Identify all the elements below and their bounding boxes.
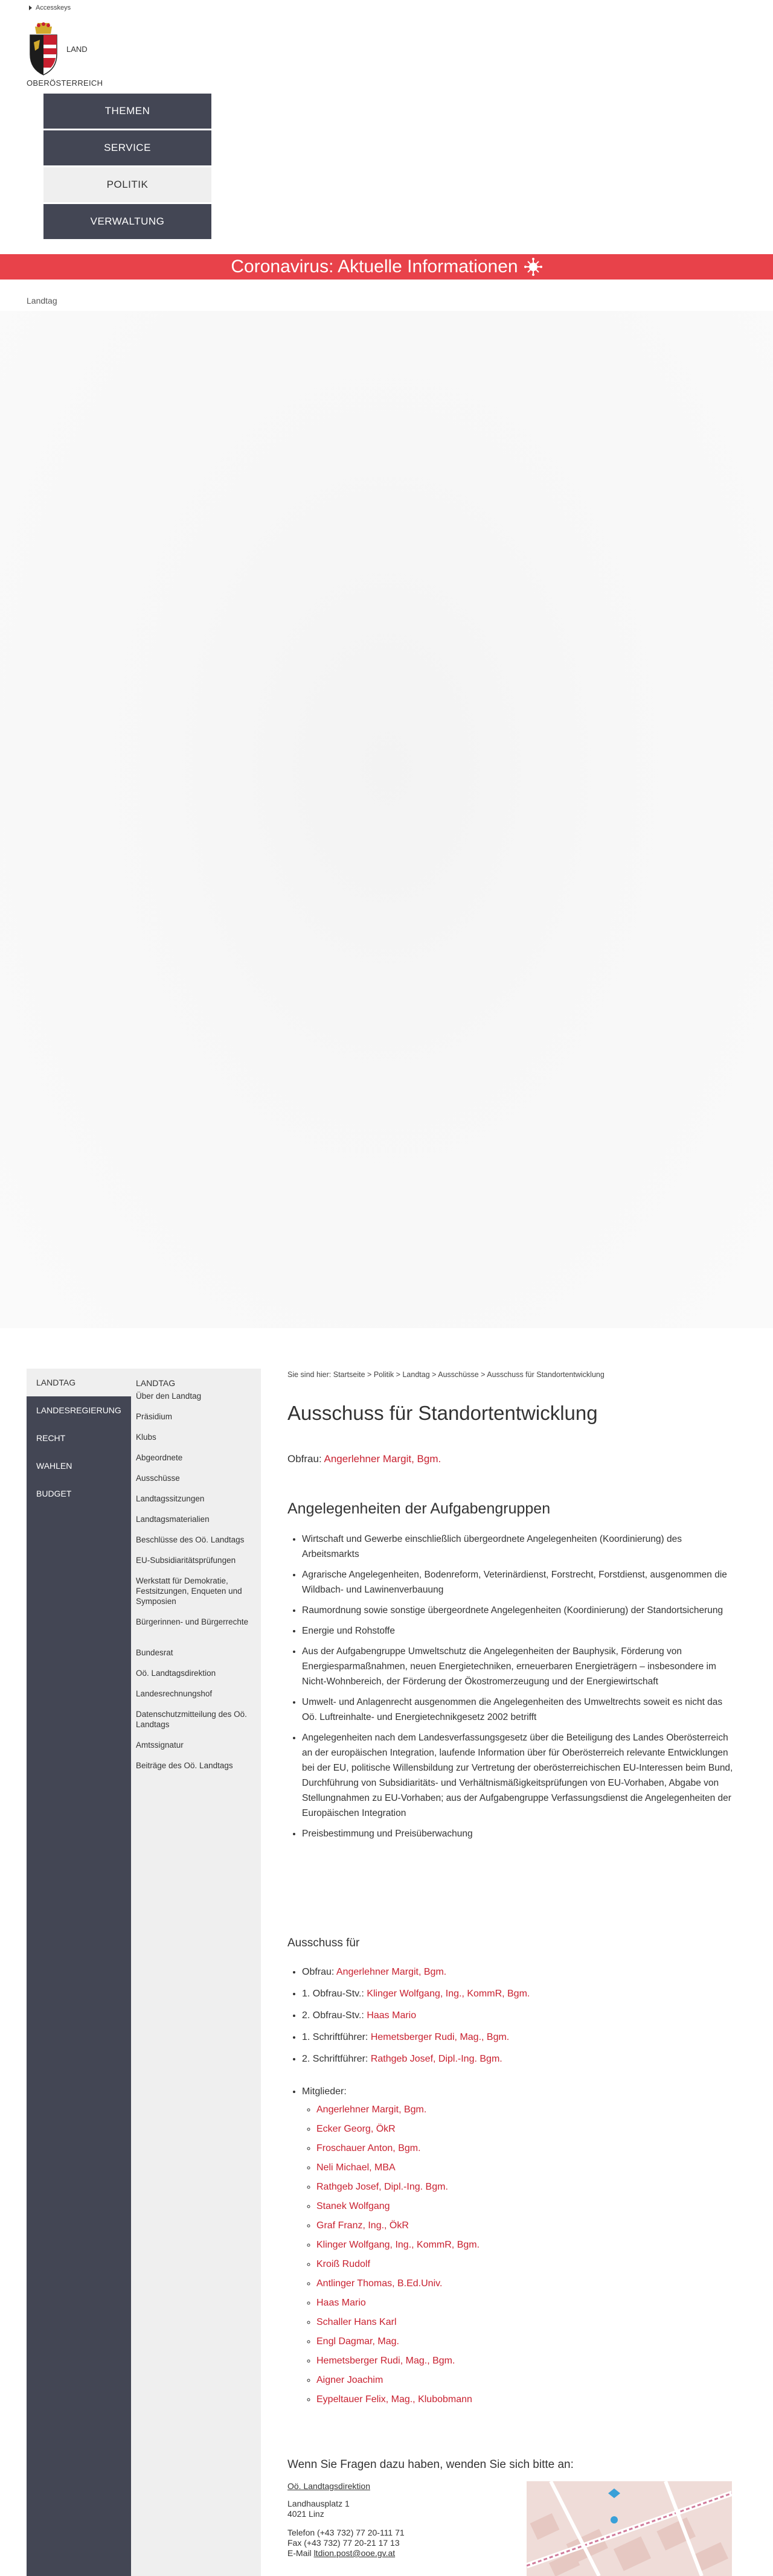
list-item: • Angelegenheiten nach dem Landesverfassungsgesetz über die Beteiligung des Landes Oberösterreich an der europäischen Integration, laufende Information über für Oberösterreich relevante Entwicklungen bei der EU, politische Willensbildung zur Vertretung der oberösterreichischen EU-Interessen beim Bund, Durchführung von Subsidiaritäts- und Verhältnismäßigkeitsprüfungen von EU-Vorhaben, Abgabe von Stellungnahmen zu EU-Vorhaben; aus der Aufgabengruppe Verfassungsdienst die Angelegenheiten der Europäischen Integration	[302, 1730, 734, 1821]
contact-city: 4021 Linz	[287, 2509, 324, 2519]
contact-email-label: E-Mail	[287, 2548, 312, 2558]
location-map[interactable]	[527, 2481, 732, 2576]
list-item	[316, 2374, 480, 2387]
member-link[interactable]: Eypeltauer Felix, Mag., Klubobmann	[316, 2394, 472, 2405]
sidebar-sub-item[interactable]: Bürgerinnen- und Bürgerrechte	[136, 1617, 249, 1626]
list-item	[316, 2181, 480, 2194]
nav-verwaltung[interactable]	[43, 204, 211, 239]
tasks-list	[287, 1532, 734, 1847]
member-link[interactable]: Haas Mario	[367, 2010, 417, 2021]
member-link[interactable]: Haas Mario	[316, 2298, 366, 2308]
sidebar-sub-item[interactable]: Über den Landtag	[136, 1392, 202, 1401]
breadcrumb	[287, 1370, 605, 1379]
member-link[interactable]: Engl Dagmar, Mag.	[316, 2336, 399, 2347]
sidebar-sub	[131, 1369, 261, 2576]
list-item	[316, 2219, 480, 2232]
hero-image	[0, 311, 773, 1328]
member-link[interactable]: Hemetsberger Rudi, Mag., Bgm.	[316, 2356, 455, 2366]
member-link[interactable]: Aigner Joachim	[316, 2375, 383, 2385]
nav-verwaltung-label: VERWALTUNG	[90, 216, 165, 227]
accesskeys-link[interactable]	[29, 4, 71, 11]
list-item: • Aus der Aufgabengruppe Umweltschutz die Angelegenheiten der Bauphysik, Förderung von Energiesparmaßnahmen, neuen Energietechniken, erneuerbaren Energieträgern – insbesondere im Nicht-Wohnbereich, der Förderung der Ökostromerzeugung und der Energiewirtschaft	[302, 1644, 734, 1689]
member-link[interactable]: Froschauer Anton, Bgm.	[316, 2143, 421, 2153]
nav-politik[interactable]	[43, 167, 211, 202]
sidebar-sub-item[interactable]: Werkstatt für Demokratie, Festsitzungen, Enqueten und Symposien	[136, 1576, 242, 1606]
breadcrumb-prefix: Sie sind hier:	[287, 1370, 332, 1379]
sidebar-sub-item[interactable]: Datenschutzmitteilung des Oö. Landtags	[136, 1710, 247, 1729]
list-item	[316, 2161, 480, 2175]
contact-heading: Wenn Sie Fragen dazu haben, wenden Sie sich bitte an:	[287, 2458, 574, 2471]
committee-heading: Ausschuss für	[287, 1937, 360, 1949]
member-link[interactable]: Kroiß Rudolf	[316, 2259, 370, 2269]
contact-block	[287, 2481, 505, 2558]
role-label: 2. Obfrau-Stv.:	[302, 2010, 364, 2021]
list-item	[316, 2316, 480, 2329]
list-item	[316, 2277, 480, 2290]
sidebar-item-label: LANDESREGIERUNG	[36, 1405, 121, 1415]
list-item	[302, 1987, 530, 2001]
breadcrumb-link[interactable]: Startseite	[333, 1370, 365, 1379]
breadcrumb-current: Ausschuss für Standortentwicklung	[487, 1370, 605, 1379]
page-title: Ausschuss für Standortentwicklung	[287, 1402, 598, 1424]
sidebar-item-label: RECHT	[36, 1433, 66, 1443]
sidebar-sub-item[interactable]: Landesrechnungshof	[136, 1689, 213, 1698]
member-link[interactable]: Angerlehner Margit, Bgm.	[336, 1967, 447, 1977]
member-link[interactable]: Hemetsberger Rudi, Mag., Bgm.	[370, 2032, 510, 2042]
sidebar-sub-item[interactable]: Oö. Landtagsdirektion	[136, 1669, 216, 1678]
member-link[interactable]: Rathgeb Josef, Dipl.-Ing. Bgm.	[316, 2182, 448, 2192]
nav-themen-label: THEMEN	[104, 105, 150, 117]
list-item	[316, 2258, 480, 2271]
breadcrumb-link[interactable]: Landtag	[402, 1370, 430, 1379]
list-item	[302, 2085, 480, 2406]
list-item: • Agrarische Angelegenheiten, Bodenreform, Veterinärdienst, Forstrecht, Forstdienst, ausgenommen die Wildbach- und Lawinenverbauung	[302, 1567, 734, 1597]
breadcrumb-separator: >	[367, 1370, 372, 1379]
contact-org-link[interactable]: Oö. Landtagsdirektion	[287, 2481, 370, 2491]
nav-service-label: SERVICE	[104, 142, 151, 153]
nav-service[interactable]	[43, 130, 211, 165]
member-link[interactable]: Klinger Wolfgang, Ing., KommR, Bgm.	[316, 2240, 480, 2250]
sidebar-item-recht[interactable]	[27, 1424, 131, 1452]
members-sublist	[302, 2103, 480, 2406]
chair-label: Obfrau:	[287, 1453, 322, 1465]
member-link[interactable]: Stanek Wolfgang	[316, 2201, 390, 2211]
members-list	[287, 2085, 480, 2412]
list-item	[316, 2200, 480, 2213]
coat-of-arms-icon	[27, 22, 60, 76]
list-item	[316, 2335, 480, 2348]
contact-email-link[interactable]: ltdion.post@ooe.gv.at	[313, 2548, 396, 2558]
sidebar-item-label: WAHLEN	[36, 1461, 72, 1471]
list-item	[316, 2142, 480, 2155]
sidebar-sub-item[interactable]: Ausschüsse	[136, 1474, 180, 1483]
accesskeys-label: Accesskeys	[36, 4, 71, 11]
list-item: • Raumordnung sowie sonstige übergeordnete Angelegenheiten (Koordinierung) der Standortsicherung	[302, 1603, 734, 1618]
member-link[interactable]: Schaller Hans Karl	[316, 2317, 397, 2327]
sidebar-item-budget[interactable]	[27, 1480, 131, 1507]
sidebar-sub-item[interactable]: Landtagssitzungen	[136, 1494, 205, 1503]
sidebar-item-label: BUDGET	[36, 1489, 72, 1498]
chair-line	[287, 1453, 441, 1465]
sidebar-item-wahlen[interactable]	[27, 1452, 131, 1480]
list-item	[302, 2031, 530, 2044]
tasks-heading: Angelegenheiten der Aufgabengruppen	[287, 1500, 551, 1517]
member-link[interactable]: Klinger Wolfgang, Ing., KommR, Bgm.	[367, 1989, 530, 1999]
breadcrumb-link[interactable]: Ausschüsse	[438, 1370, 479, 1379]
contact-fax: Fax (+43 732) 77 20-21 17 13	[287, 2538, 400, 2548]
corona-banner-text: Coronavirus: Aktuelle Informationen	[231, 257, 518, 276]
logo-name-text: OBERÖSTERREICH	[27, 78, 103, 88]
member-link[interactable]: Rathgeb Josef, Dipl.-Ing. Bgm.	[370, 2054, 502, 2064]
list-item	[316, 2354, 480, 2368]
section-label: Landtag	[27, 296, 57, 305]
list-item	[316, 2393, 480, 2406]
member-link[interactable]: Antlinger Thomas, B.Ed.Univ.	[316, 2278, 443, 2289]
list-item	[316, 2296, 480, 2310]
nav-themen[interactable]	[43, 94, 211, 129]
sidebar-item-label: LANDTAG	[36, 1378, 76, 1387]
breadcrumb-separator: >	[396, 1370, 400, 1379]
members-label: Mitglieder:	[302, 2086, 347, 2097]
sidebar-sub-heading: LANDTAG	[136, 1378, 176, 1388]
role-label: 2. Schriftführer:	[302, 2054, 368, 2064]
sidebar-main	[27, 1369, 131, 2576]
contact-street: Landhausplatz 1	[287, 2499, 350, 2508]
list-item	[302, 1966, 530, 1979]
sidebar-sub-item[interactable]: Landtagsmaterialien	[136, 1515, 210, 1524]
logo-land-text: LAND	[66, 45, 88, 54]
list-item: • Umwelt- und Anlagenrecht ausgenommen die Angelegenheiten des Umweltrechts soweit es nicht das Oö. Luftreinhalte- und Energietechnikgesetz 2002 betrifft	[302, 1695, 734, 1725]
member-link[interactable]: Angerlehner Margit, Bgm.	[316, 2105, 427, 2115]
member-link[interactable]: Graf Franz, Ing., ÖkR	[316, 2220, 409, 2231]
role-label: 1. Schriftführer:	[302, 2032, 368, 2042]
sidebar-sub-item[interactable]: Präsidium	[136, 1412, 173, 1421]
role-label: 1. Obfrau-Stv.:	[302, 1989, 364, 1999]
breadcrumb-separator: >	[481, 1370, 486, 1379]
nav-politik-label: POLITIK	[106, 179, 149, 190]
member-link[interactable]: Ecker Georg, ÖkR	[316, 2124, 396, 2134]
breadcrumb-separator: >	[432, 1370, 437, 1379]
sidebar-sub-item[interactable]: Abgeordnete	[136, 1453, 183, 1462]
logo[interactable]	[27, 22, 117, 91]
sidebar-sub-item[interactable]: Amtssignatur	[136, 1740, 184, 1750]
map-graphic	[527, 2481, 732, 2576]
list-item	[302, 2009, 530, 2022]
chair-link[interactable]: Angerlehner Margit, Bgm.	[324, 1453, 441, 1465]
sidebar-item-landesregierung[interactable]	[27, 1396, 131, 1424]
list-item: • Wirtschaft und Gewerbe einschließlich übergeordnete Angelegenheiten (Koordinierung) des Arbeitsmarkts	[302, 1532, 734, 1562]
role-label: Obfrau:	[302, 1967, 335, 1977]
virus-icon	[524, 258, 542, 276]
breadcrumb-link[interactable]: Politik	[373, 1370, 394, 1379]
triangle-right-icon	[29, 5, 32, 10]
list-item	[302, 2053, 530, 2066]
corona-banner[interactable]	[0, 254, 773, 280]
list-item	[316, 2239, 480, 2252]
list-item: • Preisbestimmung und Preisüberwachung	[302, 1826, 734, 1841]
list-item	[316, 2103, 480, 2117]
sidebar-sub-item[interactable]: Klubs	[136, 1433, 156, 1442]
sidebar-sub-item[interactable]: EU-Subsidiaritätsprüfungen	[136, 1556, 236, 1565]
sidebar-sub-item[interactable]: Beiträge des Oö. Landtags	[136, 1761, 233, 1770]
contact-phone: Telefon (+43 732) 77 20-111 71	[287, 2528, 405, 2537]
sidebar-sub-item[interactable]: Bundesrat	[136, 1648, 173, 1657]
roles-list	[287, 1966, 530, 2074]
list-item: • Energie und Rohstoffe	[302, 1623, 734, 1638]
sidebar-item-landtag[interactable]	[27, 1369, 131, 1396]
member-link[interactable]: Neli Michael, MBA	[316, 2162, 396, 2173]
list-item	[316, 2123, 480, 2136]
sidebar-sub-item[interactable]: Beschlüsse des Oö. Landtags	[136, 1535, 245, 1544]
